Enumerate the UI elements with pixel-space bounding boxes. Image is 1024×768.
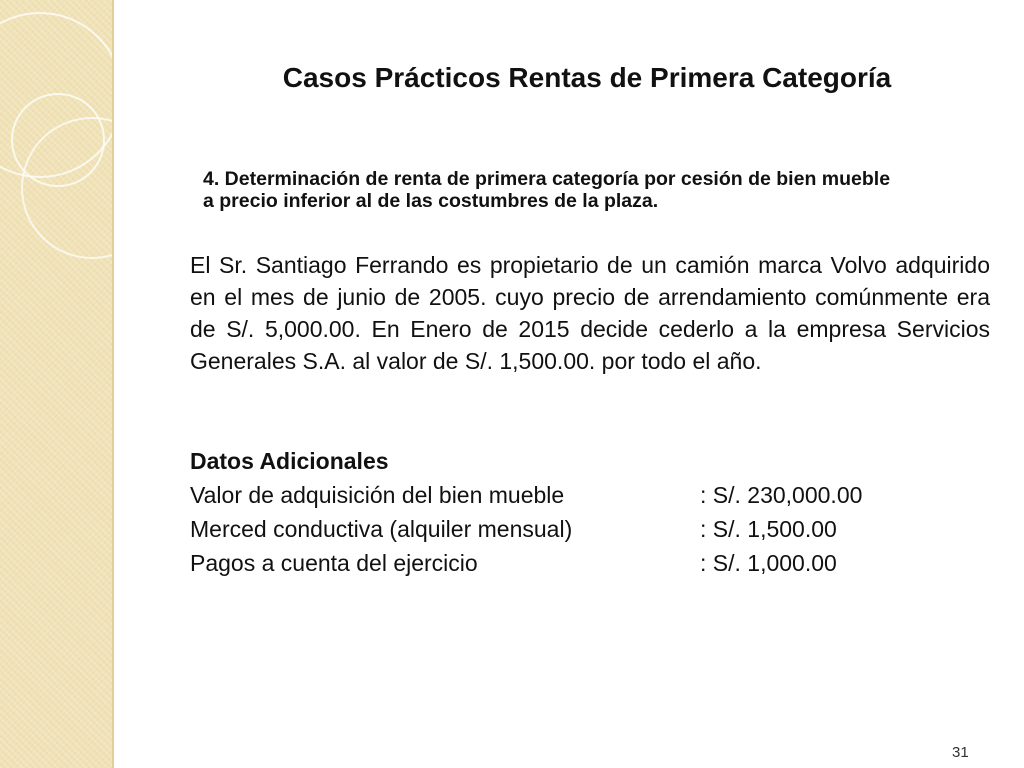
page-number: 31 [952,744,969,761]
additional-data-section [190,444,950,580]
data-row-label: Merced conductiva (alquiler mensual) [190,516,573,542]
circle-ornament-icon [0,0,112,768]
decorative-side-band [0,0,114,768]
case-subheading: 4. Determinación de renta de primera categoría por cesión de bien mueble a precio inferior al de las costumbres de la plaza. [203,168,891,212]
data-row-value: : S/. 1,000.00 [700,550,837,576]
slide-title: Casos Prácticos Rentas de Primera Categoría [282,62,892,93]
data-row-label: Valor de adquisición del bien mueble [190,482,565,508]
case-description: El Sr. Santiago Ferrando es propietario de un camión marca Volvo adquirido en el mes de junio de 2005. cuyo precio de arrendamiento comúnmente era de S/. 5,000.00. En Enero de 2015 decide cederlo a la empresa Servicios Generales S.A. al valor de S/. 1,500.00. por todo el año. [190,252,990,374]
data-row-value: : S/. 230,000.00 [700,482,863,508]
data-row [190,546,950,580]
data-row [190,478,950,512]
data-row [190,512,950,546]
data-row-label: Pagos a cuenta del ejercicio [190,550,478,576]
additional-data-heading: Datos Adicionales [190,448,389,474]
data-row-value: : S/. 1,500.00 [700,516,837,542]
